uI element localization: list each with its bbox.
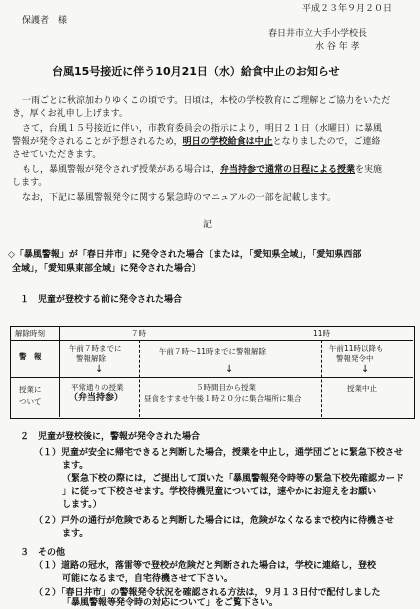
table-row-divider [11,377,413,378]
item-3-1-line-2: 可能になるまで，自宅待機させて下さい。 [62,574,233,584]
time-marker-11 [321,340,322,417]
item-2-2-line-1: （２）戸外の通行が危険であると判断した場合には，危険がなくなるまで校内に待機させ [34,516,395,526]
paragraph-1-line-1: 一雨ごとに秋涼加わりゆくこの頃です。日頃は，本校の学校教育にご理解とご協力をいただ [22,96,391,106]
col-label-release-time: 解除時刻 [15,329,45,338]
item-2-1-line-1: （１）児童が安全に帰宅できると判断した場合，授業を中止し，通学団ごとに緊急下校させ [34,448,404,458]
item-3-heading: ３ その他 [20,548,66,558]
row-label-warning: 警 報 [19,352,42,361]
notice-title: 台風15号接近に伴う10月21日（水）給食中止のお知らせ [52,65,340,78]
paragraph-2-line-3: させていただきます。 [12,150,102,160]
item-3-2-line-1: （２）「春日井市」の警報発令状況を確認される方法は，９月１３日付で配付しました [34,588,381,598]
cell-7-to-11: 午前７時～11時までに警報解除 [159,347,267,356]
cell-after-11-line-2: 警報発令中 [336,354,374,363]
down-arrow-icon: ↓ [225,364,234,375]
item-2-1-line-4: 」に従って下校させます。学校待機児童については，速やかにお迎えをお願い [62,487,377,497]
emphasis-lunch-cancelled: 明日の学校給食は中止 [182,137,273,147]
paragraph-2-line-1: さて，台風１５号接近に伴い，市教育委員会の指示により，明日２１日（水曜日）に暴風 [22,124,382,134]
item-2-1-line-2: ます。 [62,461,89,471]
item-3-1-line-1: （１）道路の冠水，落雷等で登校が危険だと判断された場合は，学校に連絡し，登校 [34,561,377,571]
cell-bring-bento: （弁当持参） [69,393,124,403]
cell-gather-at-1320: 昼食をすませ午後１時２０分に集合場所に集合 [144,394,302,403]
section-head-line-1: ◇「暴風警報」が「春日井市」に発令された場合〔または，「愛知県全域」，「愛知県西部 [8,250,362,260]
paragraph-1-line-2: き，厚くお礼申し上げます。 [12,109,128,119]
recipient-text: 保護者 様 [22,16,68,26]
emphasis-bento: 弁当持参で通常の日程による授業 [220,165,356,175]
time-marker-7 [139,340,140,417]
cell-class-cancelled: 授業中止 [347,384,377,393]
paragraph-4: なお，下記に暴風警報発令に関する緊急時のマニュアルの一部を記載します。 [22,193,336,203]
ki-heading: 記 [203,220,213,230]
down-arrow-icon: ↓ [95,364,104,375]
school-name: 春日井市立大手小学校長 [268,29,368,39]
time-label-11: 11時 [313,329,331,338]
row-label-class-line-2: ついて [19,397,42,406]
item-1-heading: １ 児童が登校する前に発令された場合 [20,295,183,305]
table-col-divider [59,327,60,417]
cell-from-5th-period: ５時間目から授業 [196,383,256,392]
item-2-1-line-5: します。） [62,500,102,510]
row-label-class-line-1: 授業に [19,385,42,394]
item-2-1-line-3: （緊急下校の際には，ご提出して頂いた「暴風警報発令時等の緊急下校先確認カード [62,474,405,484]
item-2-heading: ２ 児童が登校後に，警報が発令された場合 [20,432,201,442]
cell-before-7-line-2: 警報解除 [76,354,106,363]
paragraph-2-line-2: 警報が発令されることが予想されるため，明日の学校給食は中止となりましたので，ご連絡 [12,137,381,147]
cell-normal-class: 平常通りの授業 [71,383,124,392]
paragraph-3-line-2: します。 [12,178,48,188]
item-2-2-line-2: ます。 [62,529,89,539]
date-text: 平成２３年９月２０日 [302,4,393,14]
paragraph-3-line-1: もし，暴風警報が発令されず授業がある場合は，弁当持参で通常の日程による授業を実施 [22,165,383,175]
cell-before-7-line-1: 午前７時までに [69,344,122,353]
table-row-divider [11,340,413,341]
section-head-line-2: 全域」，「愛知県東部全域」に発令された場合〕 [12,264,202,274]
down-arrow-icon: ↓ [361,364,370,375]
schedule-table [10,326,415,419]
principal-name: 水 谷 年 孝 [315,42,360,52]
item-3-2-line-2: 「暴風警報等発令時の対応について」をご覧下さい。 [62,598,278,608]
cell-after-11-line-1: 午前11時以降も [329,344,384,353]
time-label-7: ７時 [131,329,146,338]
